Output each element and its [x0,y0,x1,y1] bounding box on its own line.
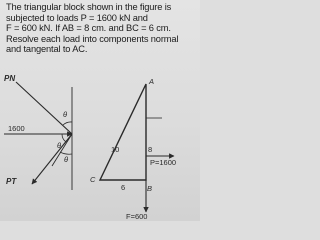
vertex-a-label: A [149,77,155,86]
triangular-block [90,77,176,221]
side-bc-label: 6 [121,183,126,192]
problem-line-3: F = 600 kN. If AB = 8 cm. and BC = 6 cm. [6,23,171,34]
problem-statement [6,2,196,55]
vertex-c-label: C [90,175,96,184]
theta-label-mid: θ [57,141,62,150]
problem-line-5: and tangental to AC. [6,44,88,55]
pn-label: PN [4,74,16,83]
angle-arc-top [63,122,72,125]
triangle-outline [100,84,146,180]
load-p-label: P=1600 [150,158,177,167]
force-diagram [0,72,200,221]
side-ab-label: 8 [148,145,153,154]
problem-line-1: The triangular block shown in the figure is [6,2,172,12]
theta-label-low: θ [64,155,69,164]
pt-label: PT [6,177,17,186]
side-ac-label: 10 [111,145,120,154]
problem-line-4: Resolve each load into components normal [6,33,179,44]
angle-arc-mid [62,134,66,142]
reference-slant-line [52,134,72,166]
angle-arc-low [60,152,72,154]
theta-label-top: θ [63,110,68,119]
force-value-label: 1600 [8,124,25,133]
force-resolution-sketch [4,74,72,190]
vertex-b-label: B [147,184,153,193]
problem-line-2: subjected to loads P = 1600 kN and [6,12,148,23]
load-f-label: F=600 [126,212,148,221]
